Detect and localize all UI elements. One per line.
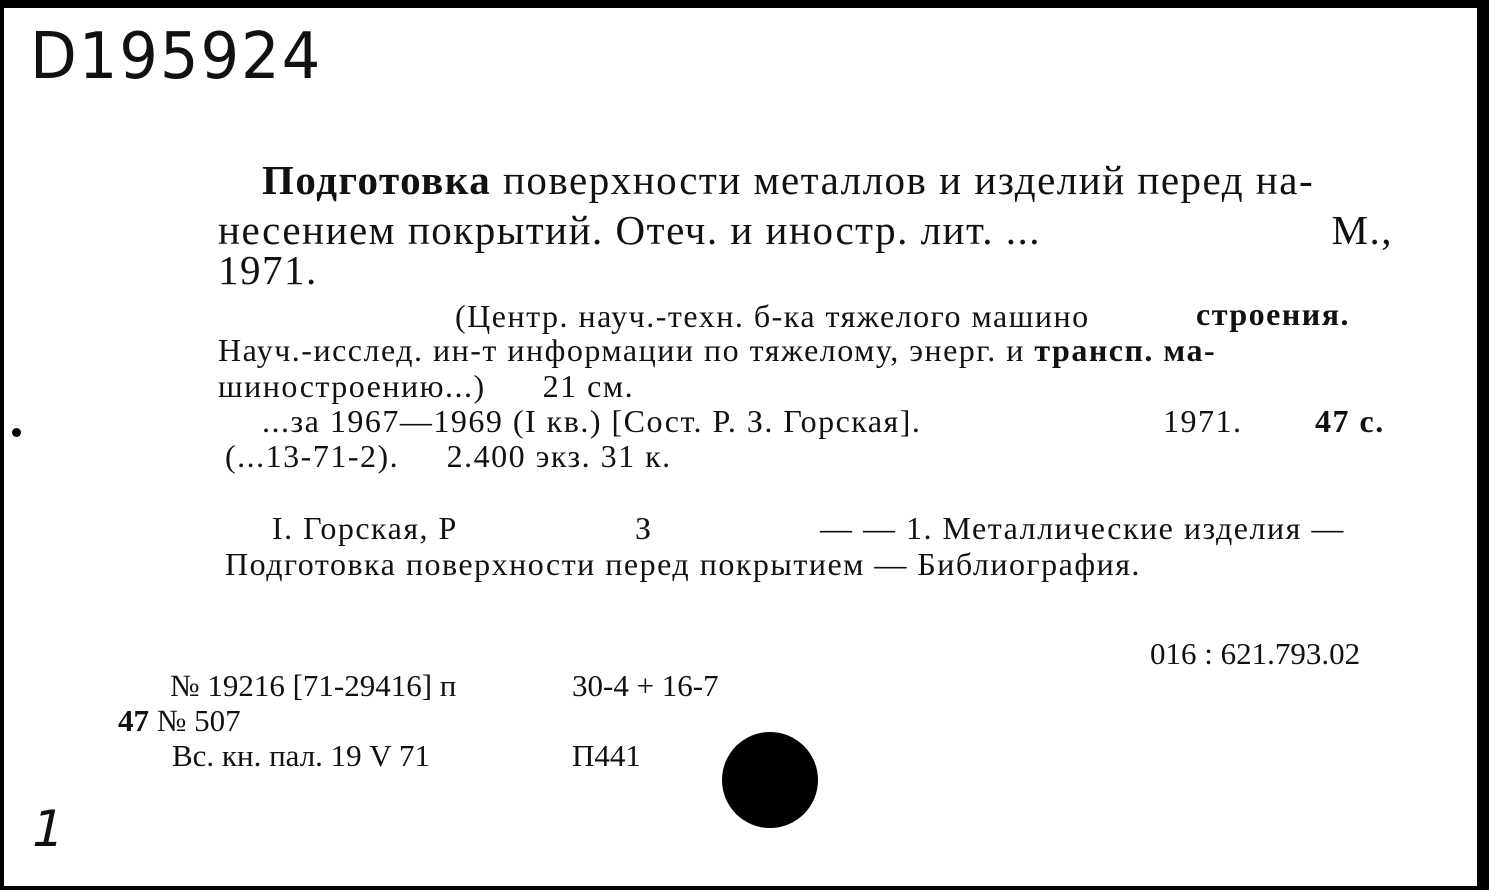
series-line-2-bold: трансп. ма- [1034,332,1217,368]
issue-line-1-text: ...за 1967—1969 (I кв.) [Сост. Р. З. Горская]. [262,403,922,439]
subject-author-initial: З [635,510,653,546]
page-count: 47 с. [1315,403,1385,439]
scan-border-bottom [0,886,1489,890]
chamber-note: Вс. кн. пал. 19 V 71 [172,738,431,773]
series-line-1-bold [1196,298,1350,330]
issue-line-2: (...13-71-2). 2.400 экз. 31 к. [225,438,672,474]
title-lead-word: Подготовка [262,157,492,203]
card-id: D195924 [30,20,323,94]
title-line-1 [262,157,1315,203]
series-line-2-text: Науч.-исслед. ин-т информации по тяжелому, энерг. и [218,332,1035,368]
scan-border-right [1477,0,1489,890]
publication-place: М., [1331,207,1393,253]
title-line-1-rest: поверхности металлов и изделий перед на- [491,157,1315,203]
registration-prefix: 47 [118,703,149,738]
udc-code: 016 : 621.793.02 [1150,636,1361,671]
series-line-3: шиностроению...) 21 см. [218,368,635,404]
registration-number-2: № 507 [149,703,241,738]
series-bold-fragment: строения. [1196,296,1350,332]
subject-heading-1: — — 1. Металлические изделия — [820,510,1345,546]
scan-border-left [0,0,4,890]
subject-heading-2: Подготовка поверхности перед покрытием — Библиография. [225,546,1141,582]
registration-line-2 [118,705,241,736]
scan-border-top [0,0,1489,8]
issue-year: 1971. [1163,403,1243,439]
punch-hole [722,732,818,828]
print-code: П441 [572,738,641,773]
order-code: 30-4 + 16-7 [572,668,719,703]
title-line-3: 1971. [218,247,318,293]
series-line-1-text: (Центр. науч.-техн. б-ка тяжелого машино [455,298,1090,334]
series-line-2 [218,334,1216,366]
subject-author: I. Горская, Р [272,510,458,546]
handwritten-mark: 1 [25,800,70,858]
title-line-2-text: несением покрытий. Отеч. и иностр. лит. ... [218,207,1042,253]
scan-speck [12,428,21,437]
registration-number: № 19216 [71-29416] п [170,668,457,703]
title-line-2 [218,206,1393,254]
